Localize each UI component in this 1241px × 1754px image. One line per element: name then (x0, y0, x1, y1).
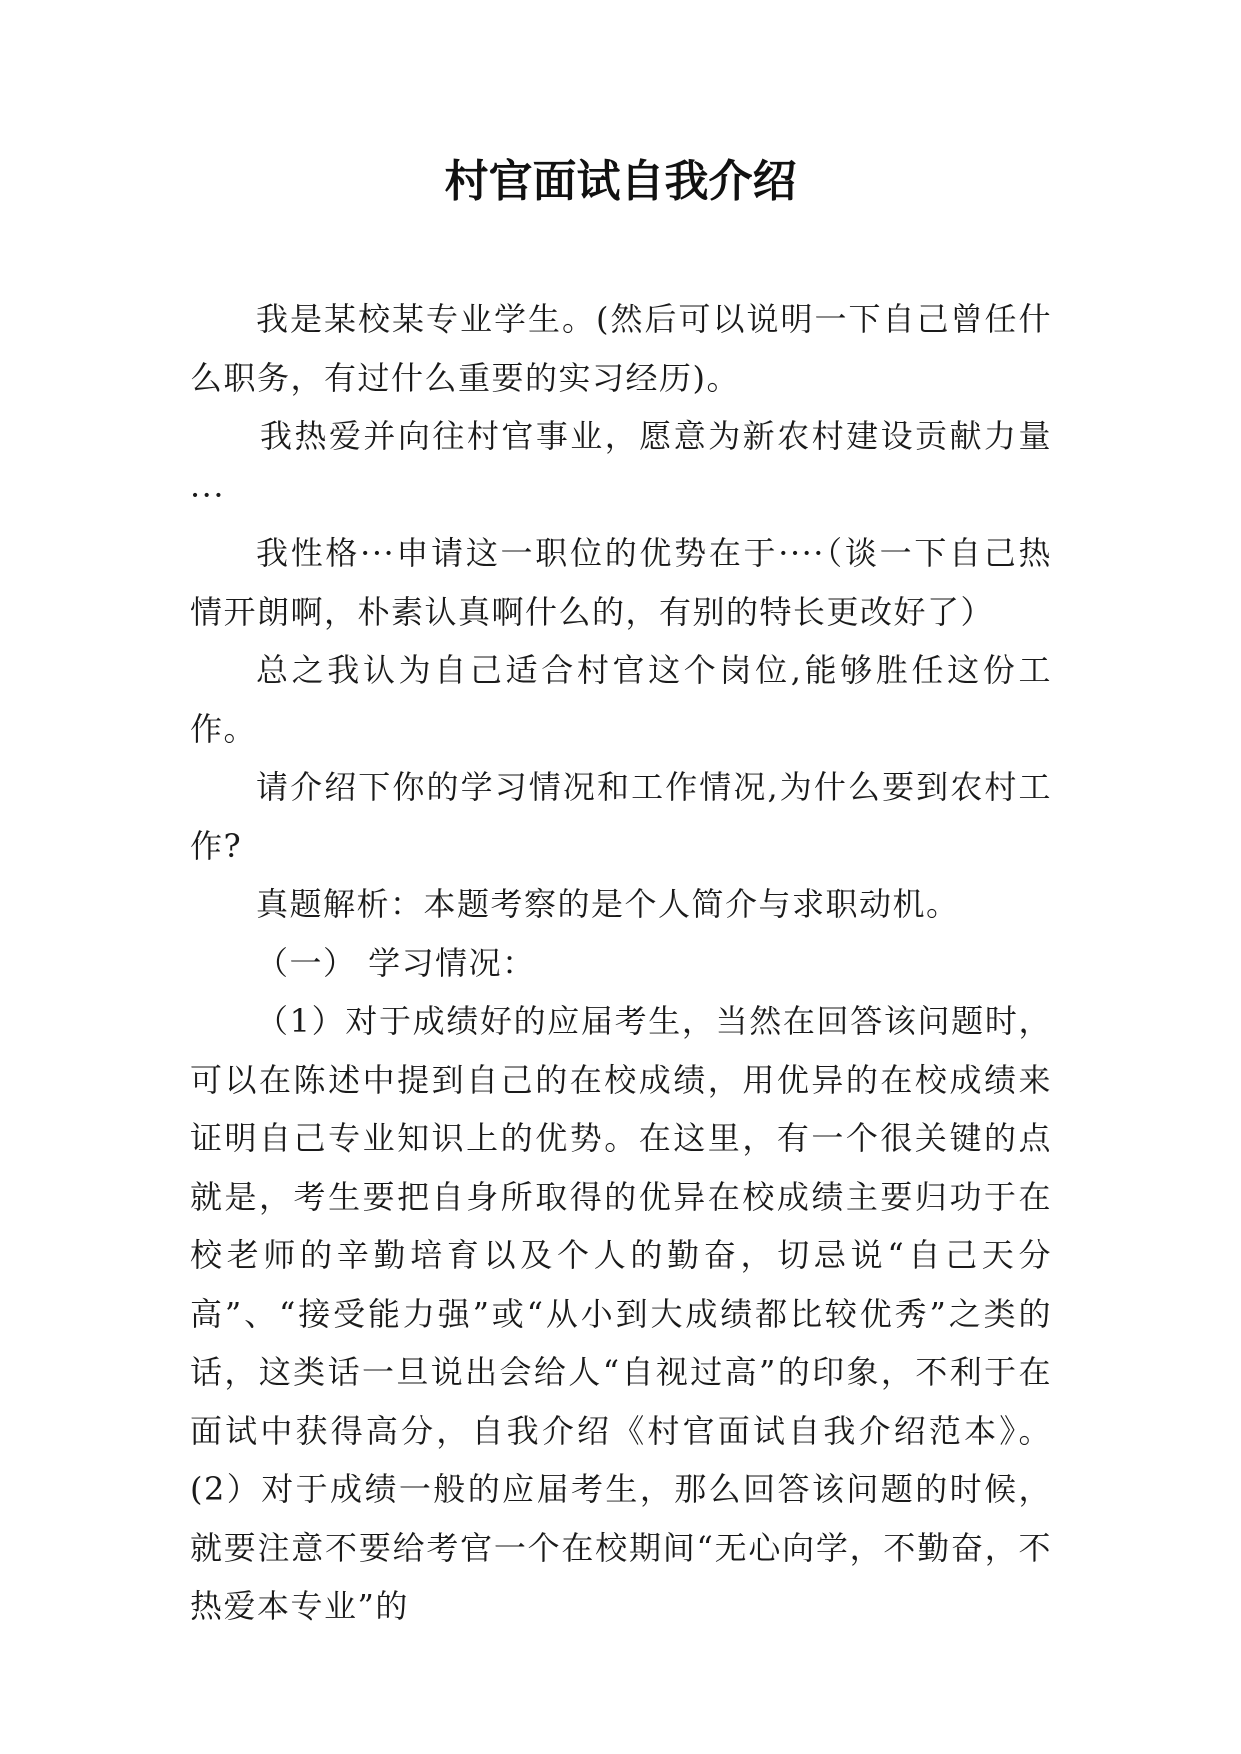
document-title: 村官面试自我介绍 (444, 156, 797, 207)
paragraph-section-heading: （一） 学习情况： (256, 943, 536, 982)
paragraph-conclusion: 总之我认为自己适合村官这个岗位,能够胜任这份工作。 (190, 651, 1052, 748)
paragraph-study-details: （1）对于成绩好的应届考生，当然在回答该问题时，可以在陈述中提到自己的在校成绩，用优异的在校成绩来证明自己专业知识上的优势。在这里，有一个很关键的点就是，考生要把自身所取得的优异在校成绩主要归功于在校老师的辛勤培育以及个人的勤奋，切忌说“自己天分高”、“接受能力强”或“从小到大成绩都比较优秀”之类的话，这类话一旦说出会给人“自视过高”的印象，不利于在面试中获得高分，自我介绍《村官面试自我介绍范本》。(2）对于成绩一般的应届考生，那么回答该问题的时候，就要注意不要给考官一个在校期间“无心向学，不勤奋，不热爱本专业”的 (190, 1002, 1052, 1625)
paragraph-personality: 我性格···申请这一职位的优势在于····（谈一下自己热情开朗啊，朴素认真啊什么的，有别的特长更改好了） (190, 534, 1052, 631)
paragraph-self-intro: 我是某校某专业学生。(然后可以说明一下自己曾任什么职务，有过什么重要的实习经历)。 (190, 300, 1052, 397)
paragraph-passion: 我热爱并向往村官事业，愿意为新农村建设贡献力量··· (190, 417, 1052, 514)
document-body (190, 290, 1052, 1636)
paragraph-question: 请介绍下你的学习情况和工作情况,为什么要到农村工作? (190, 768, 1052, 865)
paragraph-analysis: 真题解析：本题考察的是个人简介与求职动机。 (256, 885, 960, 923)
